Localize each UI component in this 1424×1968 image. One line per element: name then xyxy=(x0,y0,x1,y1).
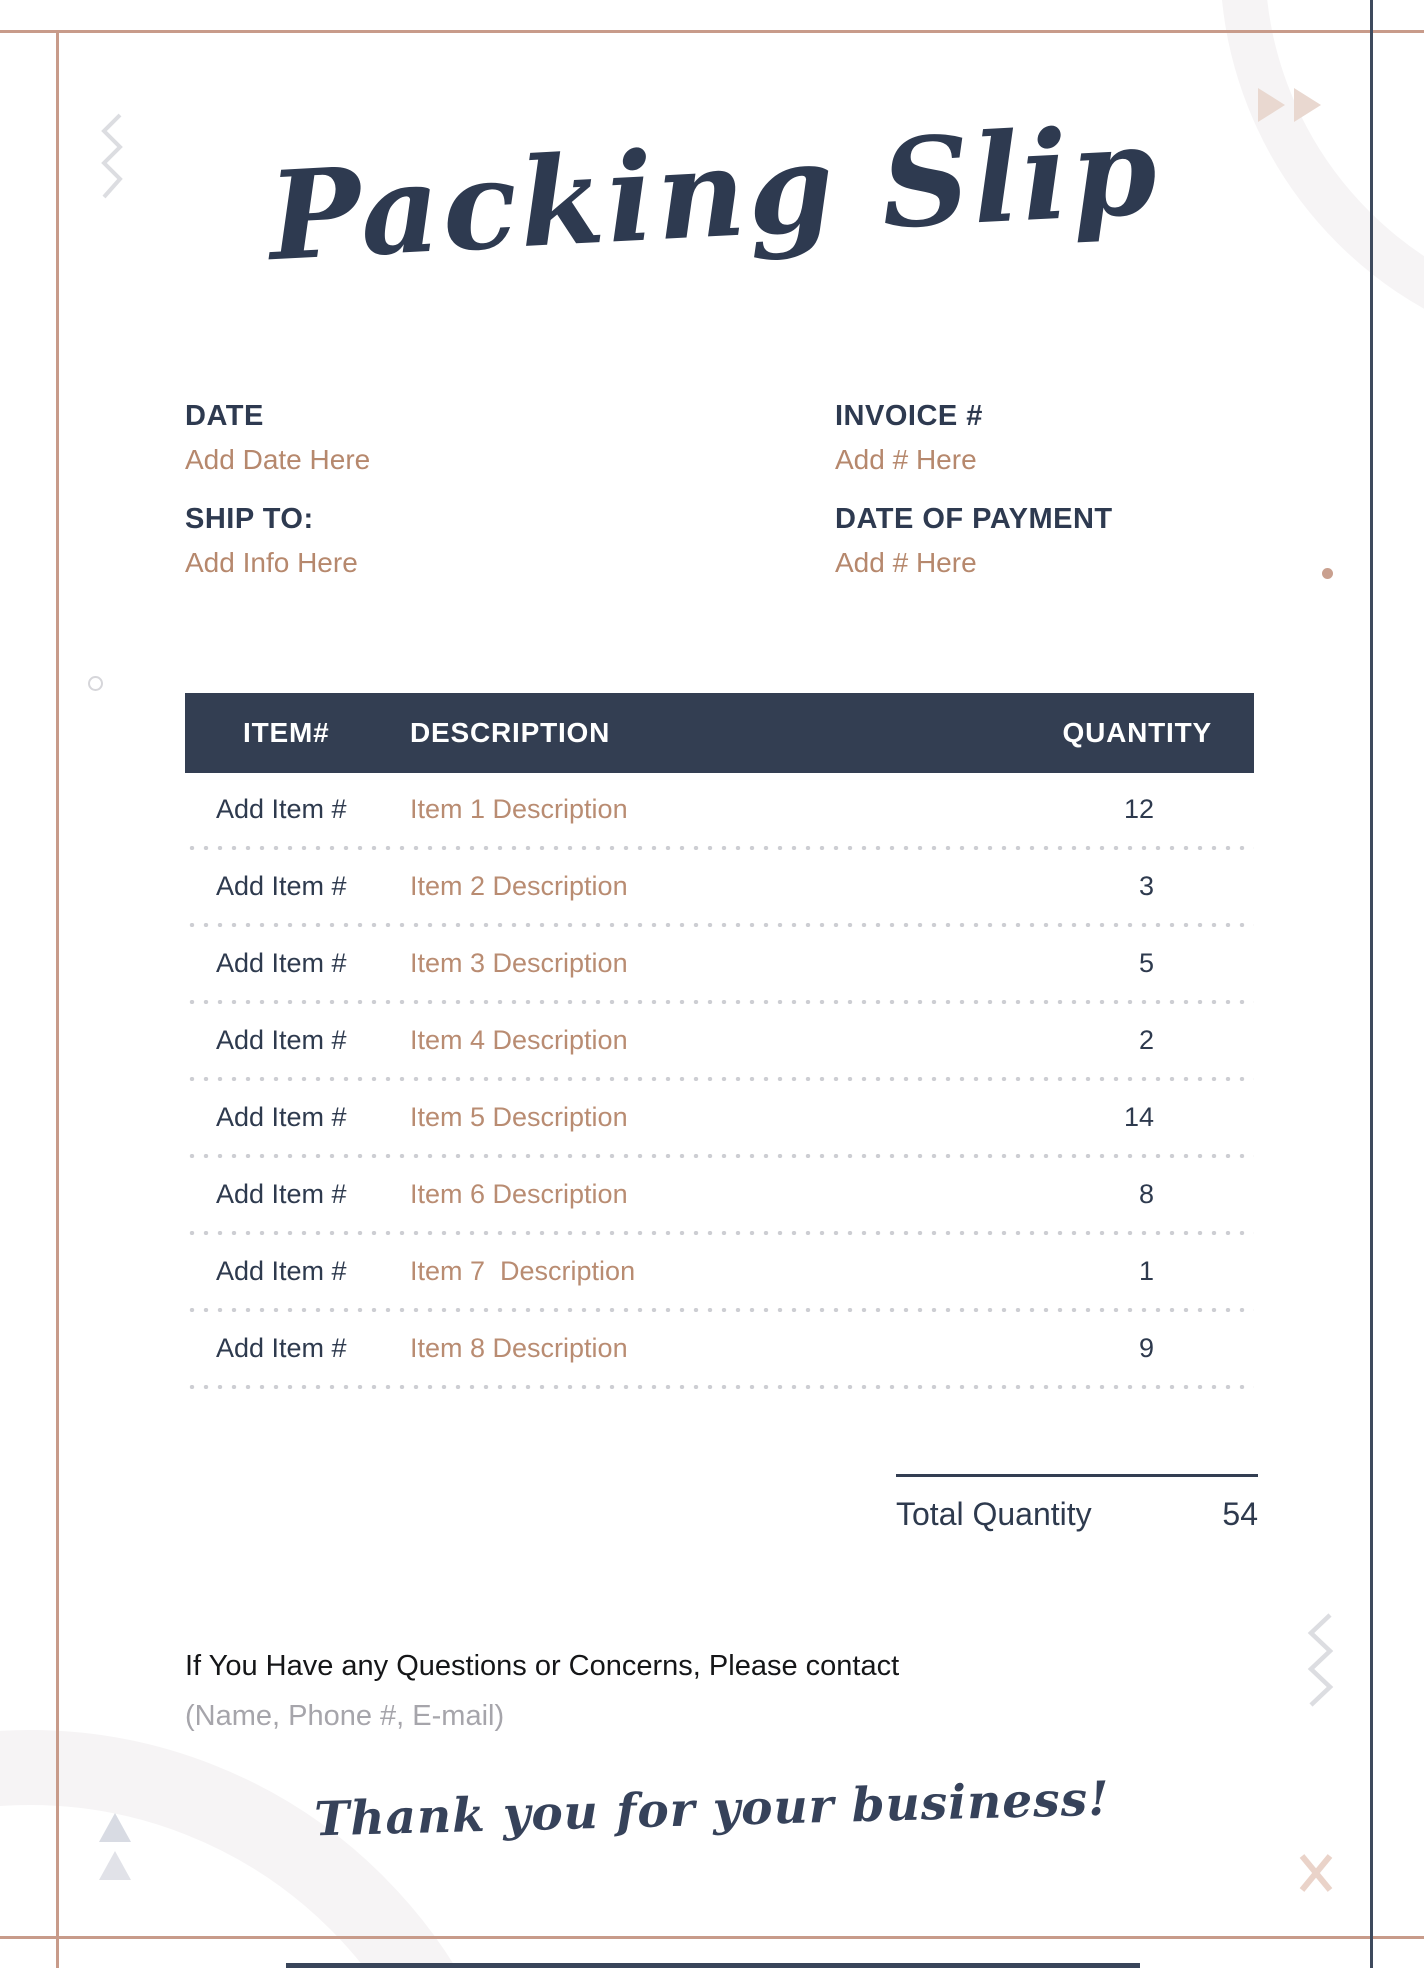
bottom-border-line xyxy=(0,1936,1424,1939)
invoice-field xyxy=(835,400,983,476)
bottom-navy-bar xyxy=(286,1963,1140,1968)
item-number-placeholder[interactable]: Add Item # xyxy=(216,871,347,901)
item-quantity: 9 xyxy=(1138,1333,1154,1363)
top-border-line xyxy=(0,30,1424,33)
circle-outline-icon xyxy=(88,676,103,691)
date-field xyxy=(185,400,370,476)
total-divider-line xyxy=(896,1474,1258,1477)
item-quantity: 2 xyxy=(1138,1025,1154,1055)
table-row xyxy=(185,1158,1254,1231)
payment-date-value-placeholder[interactable]: Add # Here xyxy=(835,547,977,578)
page-title: Packing Slip xyxy=(265,97,1163,289)
items-table xyxy=(185,693,1254,1389)
item-number-placeholder[interactable]: Add Item # xyxy=(216,948,347,978)
payment-date-field xyxy=(835,503,1113,579)
total-value: 54 xyxy=(1222,1496,1258,1532)
left-border-line xyxy=(56,30,59,1968)
item-description-placeholder[interactable]: Item 1 Description xyxy=(410,794,628,824)
zigzag-icon xyxy=(100,112,126,200)
item-number-placeholder[interactable]: Add Item # xyxy=(216,794,347,824)
date-label: DATE xyxy=(185,400,264,432)
table-row xyxy=(185,850,1254,923)
right-border-line xyxy=(1370,0,1373,1968)
item-quantity: 3 xyxy=(1138,871,1154,901)
payment-date-label: DATE OF PAYMENT xyxy=(835,503,1113,535)
table-row xyxy=(185,1081,1254,1154)
item-number-placeholder[interactable]: Add Item # xyxy=(216,1333,347,1363)
total-label: Total Quantity xyxy=(896,1496,1092,1532)
item-description-placeholder[interactable]: Item 2 Description xyxy=(410,871,628,901)
item-description-placeholder[interactable]: Item 8 Description xyxy=(410,1333,628,1363)
table-row xyxy=(185,927,1254,1000)
fast-forward-icon xyxy=(1258,88,1285,122)
column-header-item: ITEM# xyxy=(243,717,330,748)
invoice-value-placeholder[interactable]: Add # Here xyxy=(835,444,977,475)
item-description-placeholder[interactable]: Item 4 Description xyxy=(410,1025,628,1055)
item-quantity: 5 xyxy=(1138,948,1154,978)
table-row xyxy=(185,1235,1254,1308)
item-description-placeholder[interactable]: Item 7 Description xyxy=(410,1256,636,1286)
item-quantity: 8 xyxy=(1138,1179,1154,1209)
zigzag-icon xyxy=(1306,1612,1336,1708)
item-number-placeholder[interactable]: Add Item # xyxy=(216,1025,347,1055)
table-row xyxy=(185,773,1254,846)
date-value-placeholder[interactable]: Add Date Here xyxy=(185,444,371,475)
ring-top-right-decoration xyxy=(1220,0,1424,360)
thank-you-message: Thank you for your business! xyxy=(313,1771,1111,1848)
item-quantity: 12 xyxy=(1123,794,1154,824)
item-number-placeholder[interactable]: Add Item # xyxy=(216,1256,347,1286)
contact-hint-placeholder[interactable]: (Name, Phone #, E-mail) xyxy=(185,1700,505,1732)
table-row xyxy=(185,1004,1254,1077)
item-description-placeholder[interactable]: Item 6 Description xyxy=(410,1179,628,1209)
triangle-up-icon xyxy=(99,1851,131,1880)
item-number-placeholder[interactable]: Add Item # xyxy=(216,1179,347,1209)
column-header-quantity: QUANTITY xyxy=(1062,717,1212,748)
contact-line: If You Have any Questions or Concerns, Please contact xyxy=(185,1650,900,1682)
dot-icon xyxy=(1322,568,1333,579)
fast-forward-icon xyxy=(1294,88,1321,122)
invoice-label: INVOICE # xyxy=(835,400,983,432)
column-header-description: DESCRIPTION xyxy=(410,717,611,748)
item-description-placeholder[interactable]: Item 3 Description xyxy=(410,948,628,978)
total-row xyxy=(896,1496,1258,1533)
item-quantity: 1 xyxy=(1138,1256,1154,1286)
item-description-placeholder[interactable]: Item 5 Description xyxy=(410,1102,628,1132)
item-quantity: 14 xyxy=(1123,1102,1154,1132)
item-number-placeholder[interactable]: Add Item # xyxy=(216,1102,347,1132)
ship-to-value-placeholder[interactable]: Add Info Here xyxy=(185,547,358,578)
ship-to-field xyxy=(185,503,358,579)
x-icon xyxy=(1297,1852,1335,1894)
ship-to-label: SHIP TO: xyxy=(185,503,314,535)
row-divider xyxy=(185,1385,1254,1389)
table-row xyxy=(185,1312,1254,1385)
contact-section xyxy=(185,1650,899,1733)
table-header-row xyxy=(185,693,1254,773)
